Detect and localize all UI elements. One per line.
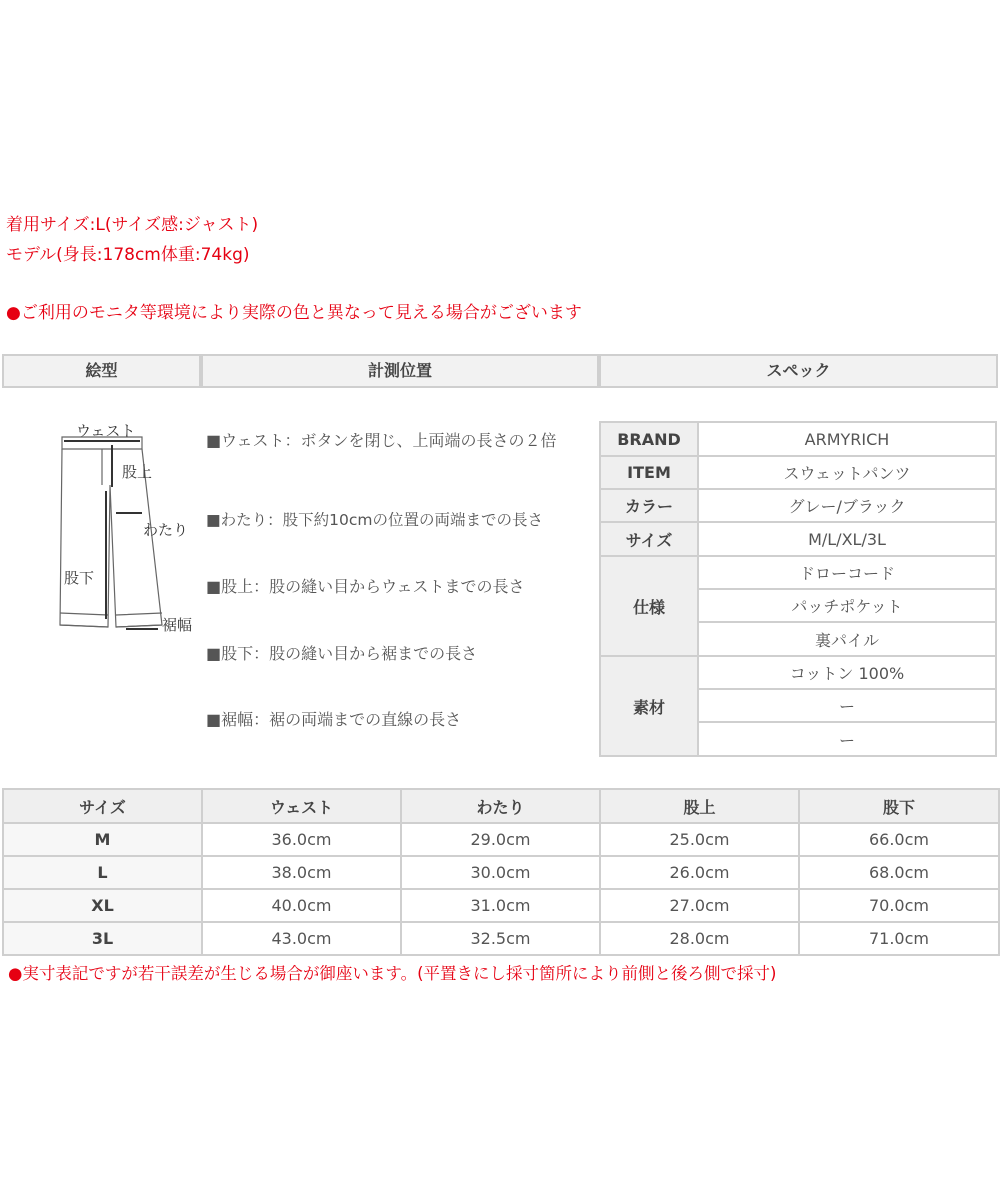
thigh-cell: 30.0cm (401, 856, 600, 889)
spec-value-material: ー (698, 722, 996, 756)
size-cell: XL (3, 889, 202, 922)
note-waist: ■ウェスト：ボタンを閉じ、上両端の長さの２倍 (206, 431, 557, 450)
waist-cell: 36.0cm (202, 823, 401, 856)
size-cell: L (3, 856, 202, 889)
col-header-inseam: 股下 (799, 789, 999, 823)
rise-cell: 28.0cm (600, 922, 799, 955)
label-rise: 股上 (122, 463, 153, 481)
col-header-size: サイズ (3, 789, 202, 823)
note-thigh: ■わたり：股下約10cmの位置の両端までの長さ (206, 511, 543, 529)
inseam-cell: 71.0cm (799, 922, 999, 955)
note-hem: ■裾幅：裾の両端までの直線の長さ (206, 710, 462, 729)
table-row (3, 823, 999, 856)
left-cuff (60, 613, 108, 627)
rise-cell: 26.0cm (600, 856, 799, 889)
thigh-cell: 29.0cm (401, 823, 600, 856)
monitor-note: ●ご利用のモニタ等環境により実際の色と異なって見える場合がございます (6, 303, 582, 323)
label-inseam: 股下 (64, 569, 95, 587)
table-row (3, 889, 999, 922)
spec-label-item: ITEM (600, 456, 698, 489)
model-info-text: モデル(身長:178cm体重:74kg) (6, 245, 250, 265)
header-diagram: 絵型 (2, 354, 201, 388)
note-inseam: ■股下：股の縫い目から裾までの長さ (206, 644, 478, 663)
spec-value-size: M/L/XL/3L (698, 522, 996, 556)
label-thigh: わたり (143, 521, 189, 539)
rise-cell: 27.0cm (600, 889, 799, 922)
header-spec: スペック (599, 354, 998, 388)
spec-value-color: グレー/ブラック (698, 489, 996, 522)
spec-label-features: 仕様 (600, 556, 698, 656)
col-header-thigh: わたり (401, 789, 600, 823)
waist-cell: 40.0cm (202, 889, 401, 922)
size-worn-text: 着用サイズ:L(サイズ感:ジャスト) (6, 215, 259, 235)
size-table (2, 788, 1000, 956)
inseam-cell: 66.0cm (799, 823, 999, 856)
table-row (3, 856, 999, 889)
table-row (3, 922, 999, 955)
waist-cell: 38.0cm (202, 856, 401, 889)
spec-value-feature: ドローコード (698, 556, 996, 589)
label-hem: 裾幅 (162, 616, 193, 634)
measurement-disclaimer: ●実寸表記ですが若干誤差が生じる場合が御座います。(平置きにし採寸箇所により前側と後ろ側で採寸) (8, 964, 777, 983)
spec-label-size: サイズ (600, 522, 698, 556)
size-cell: 3L (3, 922, 202, 955)
section-header-bar (2, 354, 998, 388)
spec-value-material: ー (698, 689, 996, 722)
col-header-rise: 股上 (600, 789, 799, 823)
spec-value-feature: パッチポケット (698, 589, 996, 622)
spec-label-brand: BRAND (600, 422, 698, 456)
thigh-cell: 32.5cm (401, 922, 600, 955)
thigh-cell: 31.0cm (401, 889, 600, 922)
spec-value-item: スウェットパンツ (698, 456, 996, 489)
note-rise: ■股上：股の縫い目からウェストまでの長さ (206, 577, 525, 596)
col-header-waist: ウェスト (202, 789, 401, 823)
waist-cell: 43.0cm (202, 922, 401, 955)
spec-label-material: 素材 (600, 656, 698, 756)
header-measure: 計測位置 (201, 354, 599, 388)
right-cuff (116, 613, 162, 627)
spec-value-feature: 裏パイル (698, 622, 996, 656)
inseam-cell: 68.0cm (799, 856, 999, 889)
spec-value-material: コットン 100% (698, 656, 996, 689)
size-cell: M (3, 823, 202, 856)
rise-cell: 25.0cm (600, 823, 799, 856)
spec-value-brand: ARMYRICH (698, 422, 996, 456)
spec-label-color: カラー (600, 489, 698, 522)
inseam-cell: 70.0cm (799, 889, 999, 922)
size-table-header (3, 789, 999, 823)
spec-table (599, 421, 997, 757)
label-waist: ウェスト (76, 422, 136, 440)
